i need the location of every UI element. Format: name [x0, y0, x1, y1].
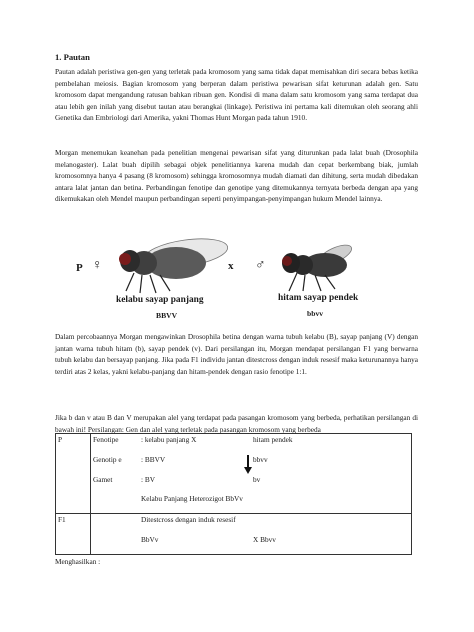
table-row [56, 434, 412, 454]
male-symbol: ♂ [255, 258, 266, 273]
cross-table [55, 433, 412, 555]
table-row [56, 454, 412, 474]
drosophila-cross-figure [60, 225, 420, 325]
p-generation-cell: P [56, 434, 91, 454]
gamet-female: : BV [141, 474, 155, 484]
paragraph-cross-intro: Jika b dan v atau B dan V merupakan alel yang terdapat pada pasangan kromosom yang berbeda, perhatikan persilangan di bawah ini! Persilangan: Gen dan alel yang terletak pada pasangan kromosom yang berbeda [55, 413, 418, 434]
gamet-male: bv [253, 474, 261, 484]
male-genotype-caption: bbvv [307, 309, 324, 318]
female-phenotype-caption: kelabu sayap panjang [116, 295, 204, 305]
table-row [56, 534, 412, 555]
male-phenotype-caption: hitam sayap pendek [278, 293, 359, 303]
p-generation-label: P [76, 262, 83, 274]
paragraph-definition: Pautan adalah peristiwa gen-gen yang terletak pada kromosom yang sama tidak dapat memisahkan diri secara bebas ketika pembelahan meiosis. Bagian kromosom yang berperan dalam peristiwa pewarisan sifat keturunan adalah gen. Satu kromosom dapat mengandung ratusan bahkan ribuan gen. Kondisi di mana dalam satu kromosom yang sama terdapat dua atau lebih gen inilah yang disebut tautan atau berangkai (linkage). Peristiwa ini pertama kali ditemukan oleh seorang ahli Genetika dan Embriologi dari Amerika, yakni Thomas Hunt Morgan pada tahun 1910. [55, 67, 418, 123]
section-title: 1. Pautan [55, 52, 90, 62]
testcross-text: Ditestcross dengan induk resesif [141, 515, 236, 525]
cross-x: X [191, 435, 197, 444]
genotipe-male: bbvv [253, 454, 268, 464]
male-fly-image [273, 239, 369, 293]
table-row [56, 493, 412, 513]
paragraph-morgan-discovery: Morgan menemukan keanehan pada penelitian mengenai pewarisan sifat yang diturunkan pada lalat buah (Drosophila melanogaster). Lalat buah dipilih sebagai objek penelitiannya karena mudah dan cepat berkembang biak, jumlah kromosomnya hanya 4 pasang (8 kromosom) sehingga kromosomnya mudah diamati dan dihitung, serta mudah dibedakan antara lalat jantan dan betina. Perbandingan fenotipe dan genotipe yang ditemukannya ternyata berbeda dengan apa yang dikemukakan oleh Mendel maupun perbandingan seperti penyimpangan-penyimpangan hukum Mendel lainnya. [55, 148, 418, 204]
result-label: Menghasilkan : [55, 557, 101, 566]
f1-phenotype: Kelabu Panjang Heterozigot BbVv [139, 493, 412, 513]
testcross-left: BbVv [141, 535, 159, 544]
female-symbol: ♀ [92, 258, 103, 273]
fenotipe-female: : kelabu panjang X [141, 435, 197, 444]
gamet-label: Gamet [93, 474, 113, 484]
genotipe-label: Genotip e [93, 454, 122, 464]
female-fly-image [104, 233, 234, 295]
f1-label: F1 [56, 514, 91, 534]
genotipe-female: : BBVV [141, 454, 166, 464]
down-arrow-icon [243, 455, 253, 475]
female-genotype-caption: BBVV [156, 311, 178, 320]
testcross-right: X Bbvv [253, 535, 276, 544]
cross-symbol: x [228, 260, 234, 272]
fenotipe-label: Fenotipe [93, 435, 119, 444]
paragraph-experiment: Dalam percobaannya Morgan mengawinkan Drosophila betina dengan warna tubuh kelabu (B), sayap panjang (V) dengan jantan warna tubuh hitam (b), sayap pendek (v). Dari persilangan itu, Morgan mendapat persilangan F1 yang berwarna tubuh kelabu dan bersayap panjang. Jika pada F1 individu jantan ditestcross dengan induk resesif maka keturunannya hanya terdiri atas 2 kelas, yakni kelabu-panjang dan hitam-pendek dengan rasio fenotipe 1:1. [55, 332, 418, 376]
table-row [56, 474, 412, 494]
fenotipe-male: hitam pendek [253, 435, 293, 444]
table-row [56, 514, 412, 534]
